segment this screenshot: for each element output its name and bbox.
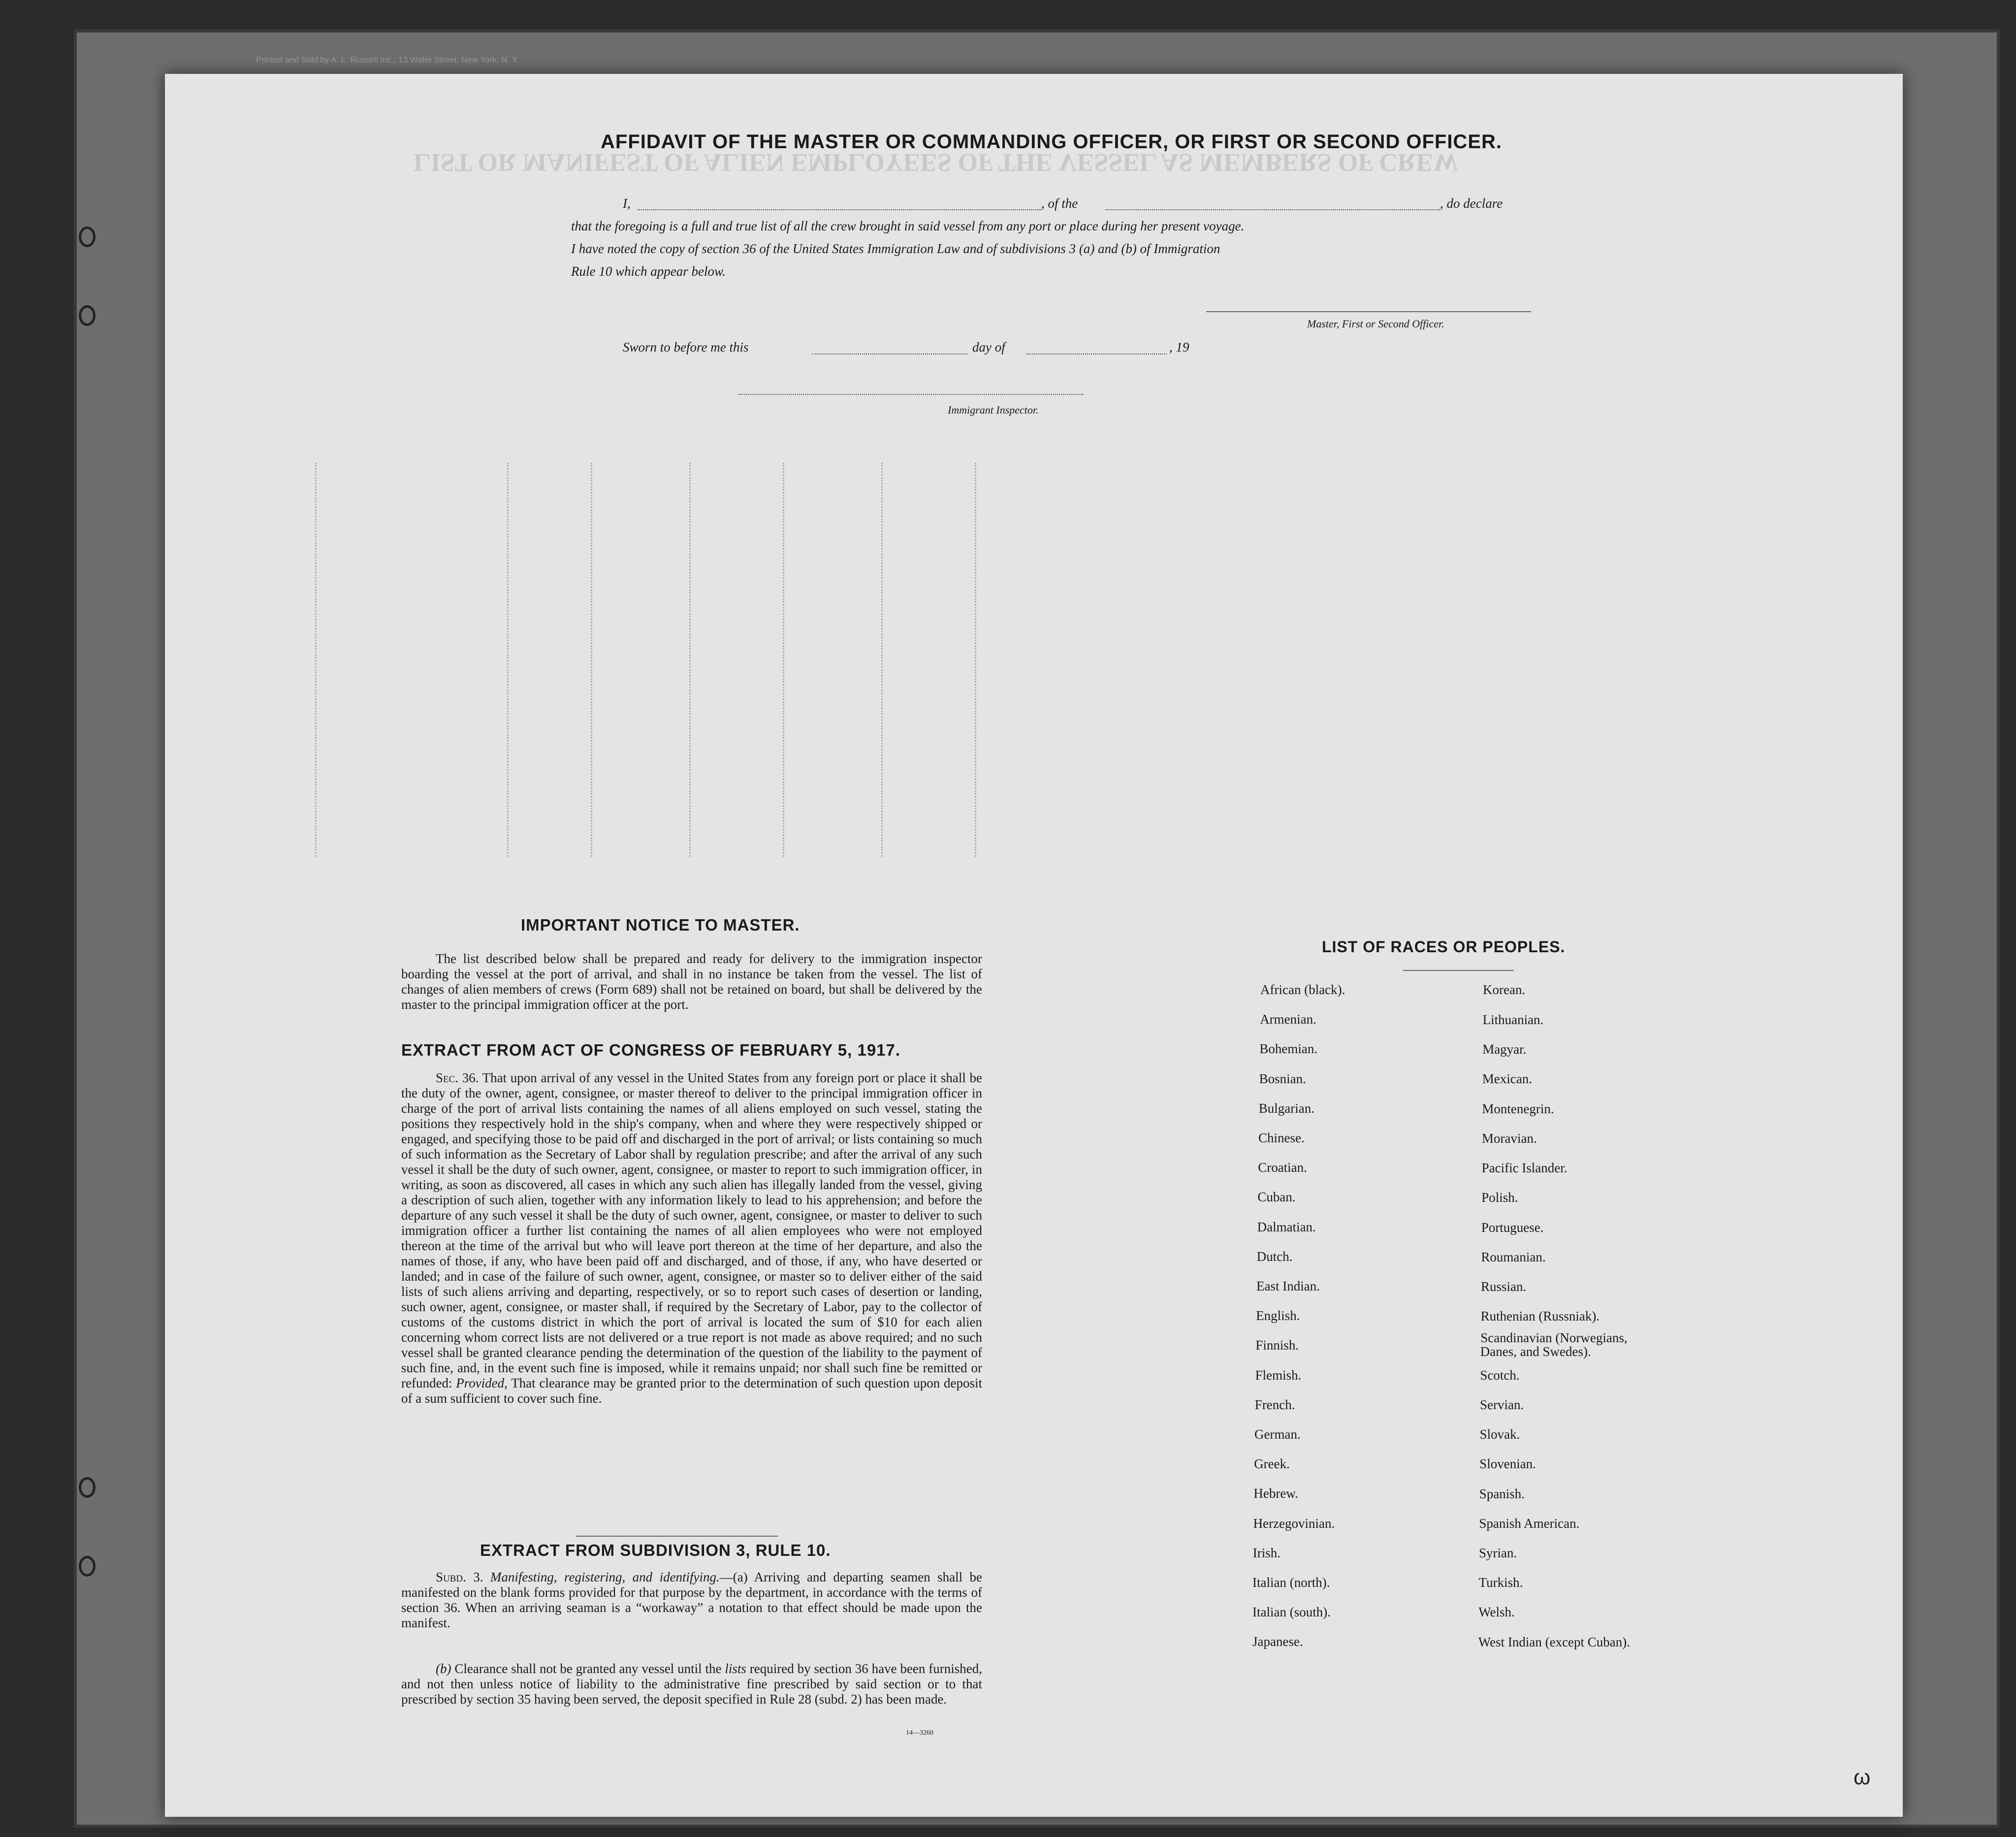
race-item: Greek. bbox=[1254, 1456, 1290, 1472]
ghost-column-line bbox=[315, 463, 317, 857]
race-item: Bulgarian. bbox=[1258, 1100, 1315, 1116]
race-item: Flemish. bbox=[1255, 1367, 1302, 1383]
race-item: Chinese. bbox=[1258, 1130, 1305, 1145]
ghost-column-line bbox=[783, 463, 784, 857]
race-item: West Indian (except Cuban). bbox=[1478, 1635, 1631, 1649]
race-item: Russian. bbox=[1481, 1279, 1527, 1294]
act-section-label: Sec. 36. bbox=[436, 1070, 479, 1085]
rule-b-label: (b) bbox=[436, 1661, 451, 1676]
race-item: Hebrew. bbox=[1253, 1486, 1298, 1501]
race-item: Scandinavian (Norwegians, bbox=[1480, 1330, 1628, 1345]
master-name-field[interactable] bbox=[638, 209, 1041, 210]
inspector-signature-line[interactable] bbox=[738, 394, 1083, 395]
races-title-rule bbox=[1403, 970, 1514, 971]
ghost-column-line bbox=[507, 463, 509, 857]
race-item: Spanish. bbox=[1479, 1486, 1525, 1501]
master-signature-label: Master, First or Second Officer. bbox=[1307, 318, 1444, 330]
rule-subd-a-text bbox=[401, 1570, 982, 1631]
act-extract-title: EXTRACT FROM ACT OF CONGRESS OF FEBRUARY 5, 1917. bbox=[401, 1041, 901, 1059]
rule-heading: Manifesting, registering, and identifying. bbox=[490, 1570, 720, 1584]
form-number: 14—3260 bbox=[906, 1729, 933, 1737]
ghost-column-line bbox=[975, 463, 976, 857]
race-item: Montenegrin. bbox=[1482, 1101, 1554, 1116]
rule-a-body: —(a) Arriving and departing seamen shall be manifested on the blank forms provided for that purpose by the department, in accordance with the terms of section 36. When an arriving seaman is a “workaway” a notation to that effect should be made upon the manifest. bbox=[401, 1570, 982, 1630]
binder-ring-icon bbox=[79, 305, 96, 326]
race-item: Japanese. bbox=[1252, 1634, 1303, 1649]
affidavit-declare-label: , do declare bbox=[1440, 196, 1503, 211]
race-item: Armenian. bbox=[1260, 1012, 1316, 1027]
rule-subd-label: Subd. 3. bbox=[436, 1570, 483, 1584]
sworn-day-field[interactable] bbox=[812, 354, 967, 355]
race-item: Mexican. bbox=[1482, 1071, 1533, 1086]
day-of-label: day of bbox=[972, 340, 1005, 355]
section-divider bbox=[576, 1536, 778, 1537]
affidavit-title: AFFIDAVIT OF THE MASTER OR COMMANDING OFFICER, OR FIRST OR SECOND OFFICER. bbox=[601, 131, 1502, 153]
affidavit-line-4: Rule 10 which appear below. bbox=[571, 264, 726, 279]
race-item: African (black). bbox=[1260, 982, 1345, 997]
race-item: Dutch. bbox=[1256, 1249, 1293, 1264]
race-item: Bohemian. bbox=[1259, 1041, 1318, 1057]
races-title: LIST OF RACES OR PEOPLES. bbox=[1322, 938, 1566, 956]
act-extract-text bbox=[401, 1070, 982, 1406]
affidavit-of-the-label: , of the bbox=[1041, 196, 1078, 211]
race-item: Pacific Islander. bbox=[1481, 1160, 1568, 1175]
race-item: French. bbox=[1254, 1397, 1295, 1412]
ghost-column-line bbox=[881, 463, 883, 857]
affidavit-line-3: I have noted the copy of section 36 of the United States Immigration Law and of subdivisions 3 (a) and (b) of Immigration bbox=[571, 241, 1220, 256]
race-item: Lithuanian. bbox=[1482, 1012, 1544, 1027]
act-section-end: That clearance may be granted prior to the determination of such question upon deposit of a sum sufficient to cover such fine. bbox=[401, 1376, 983, 1406]
vessel-name-field[interactable] bbox=[1105, 209, 1440, 210]
race-item: Magyar. bbox=[1482, 1042, 1527, 1057]
race-item: English. bbox=[1256, 1308, 1300, 1323]
race-item: Korean. bbox=[1483, 982, 1526, 997]
race-item: Irish. bbox=[1252, 1545, 1281, 1560]
race-item: Danes, and Swedes). bbox=[1480, 1344, 1591, 1359]
notice-title: IMPORTANT NOTICE TO MASTER. bbox=[521, 916, 800, 934]
ghost-column-line bbox=[591, 463, 592, 857]
race-item: Scotch. bbox=[1480, 1368, 1520, 1383]
race-item: Bosnian. bbox=[1259, 1071, 1306, 1086]
race-item: Italian (north). bbox=[1252, 1575, 1330, 1590]
race-item: Italian (south). bbox=[1252, 1605, 1331, 1620]
binder-ring-icon bbox=[79, 226, 96, 247]
race-item: Ruthenian (Russniak). bbox=[1480, 1309, 1600, 1323]
sworn-label: Sworn to before me this bbox=[623, 340, 749, 355]
race-item: Slovak. bbox=[1479, 1427, 1520, 1442]
race-item: German. bbox=[1254, 1427, 1301, 1442]
race-item: Polish. bbox=[1481, 1190, 1518, 1205]
act-section-body: That upon arrival of any vessel in the United States from any foreign port or place it shall be the duty of the owner, agent, consignee, or master thereof to deliver to the principal immigration officer in charge of the port of arrival lists containing the names of all aliens employed on such vessel, stating the positions they respectively hold in the ship's company, when and where they were respectively shipped or engaged, and specifying those to be paid off and discharged in the port of arrival; or lists containing so much of such information as the Secretary of Labor shall by regulation prescribe; and after the arrival of any such vessel it shall be the duty of such owner, agent, consignee, or master to report to such immigration officer, in writing, as soon as discovered, all cases in which any such alien has illegally landed from the vessel, giving a description of such alien, together with any information likely to lead to his apprehension; and before the departure of any such vessel it shall be the duty of such owner, agent, consignee, or master to deliver to such immigration officer a further list containing the names of all alien employees who were not employed thereon at the time of the arrival but who will leave port thereon at the time of her departure, and also the names of those, if any, who have been paid off and discharged, and of those, if any, who have deserted or landed; and in case of the failure of such owner, agent, consignee, or master so to deliver either of the said lists of such aliens arriving and departing, respectively, or so to report such cases of desertion or landing, such owner, agent, consignee, or master shall, if required by the Secretary of Labor, pay to the collector of customs of the customs district in which the port of arrival is located the sum of $10 for each alien concerning whom correct lists are not delivered or a true report is not made as above required; and no such vessel shall be granted clearance pending the determination of the question of the liability to the payment of such fine, and, in the event such fine is imposed, while it remains unpaid; nor shall such fine be remitted or refunded: bbox=[401, 1070, 982, 1390]
race-item: East Indian. bbox=[1256, 1279, 1320, 1293]
binder-ring-icon bbox=[79, 1556, 96, 1577]
race-item: Herzegovinian. bbox=[1253, 1515, 1335, 1531]
race-item: Dalmatian. bbox=[1257, 1219, 1316, 1234]
race-item: Welsh. bbox=[1478, 1605, 1515, 1619]
rule-extract-title: EXTRACT FROM SUBDIVISION 3, RULE 10. bbox=[480, 1541, 831, 1559]
race-item: Turkish. bbox=[1478, 1575, 1523, 1590]
race-item: Croatian. bbox=[1258, 1160, 1307, 1175]
affidavit-line-2: that the foregoing is a full and true list of all the crew brought in said vessel from any port or place during her present voyage. bbox=[571, 219, 1245, 233]
binder-ring-icon bbox=[79, 1477, 96, 1498]
notice-text: The list described below shall be prepared and ready for delivery to the immigration inspector boarding the vessel at the port of arrival, and shall in no instance be taken from the vessel. The list of changes of alien members of crews (Form 689) shall not be retained on board, but shall be delivered by the master to the principal immigration officer at the port. bbox=[401, 951, 982, 1012]
bleed-through-title: LIST OR MANIFEST OF ALIEN EMPLOYEES OF THE VESSEL AS MEMBERS OF CREW bbox=[414, 148, 1459, 176]
race-item: Syrian. bbox=[1479, 1546, 1517, 1560]
race-item: Servian. bbox=[1480, 1397, 1524, 1412]
form-page bbox=[165, 74, 1903, 1817]
rule-b-part2: required by section 36 have been furnished, and not then unless notice of liability to the administrative fine prescribed by said section or to that prescribed by section 35 having been served, the deposit specified in Rule 28 (subd. 2) has been made. bbox=[401, 1661, 982, 1707]
printer-imprint: Printed and Sold by A. L. Russell Inc., 13 Water Street, New York, N. Y. bbox=[256, 55, 519, 64]
race-item: Cuban. bbox=[1257, 1190, 1296, 1205]
race-item: Finnish. bbox=[1255, 1338, 1299, 1353]
sworn-month-field[interactable] bbox=[1026, 354, 1167, 355]
race-item: Spanish American. bbox=[1479, 1516, 1580, 1531]
act-provided-label: Provided, bbox=[456, 1376, 508, 1390]
page-corner-mark: ω bbox=[1854, 1765, 1871, 1789]
rule-subd-b-text bbox=[401, 1661, 982, 1707]
race-item: Portuguese. bbox=[1481, 1220, 1544, 1235]
year-label: , 19 bbox=[1169, 340, 1189, 355]
inspector-label: Immigrant Inspector. bbox=[948, 404, 1039, 416]
race-item: Roumanian. bbox=[1481, 1250, 1546, 1264]
affidavit-i-label: I, bbox=[623, 196, 631, 211]
master-signature-line[interactable] bbox=[1206, 311, 1531, 312]
race-item: Slovenian. bbox=[1479, 1456, 1536, 1471]
rule-b-part1: Clearance shall not be granted any vessel until the bbox=[454, 1661, 722, 1676]
rule-b-lists: lists bbox=[725, 1661, 746, 1676]
race-item: Moravian. bbox=[1482, 1131, 1537, 1146]
ghost-column-line bbox=[689, 463, 691, 857]
